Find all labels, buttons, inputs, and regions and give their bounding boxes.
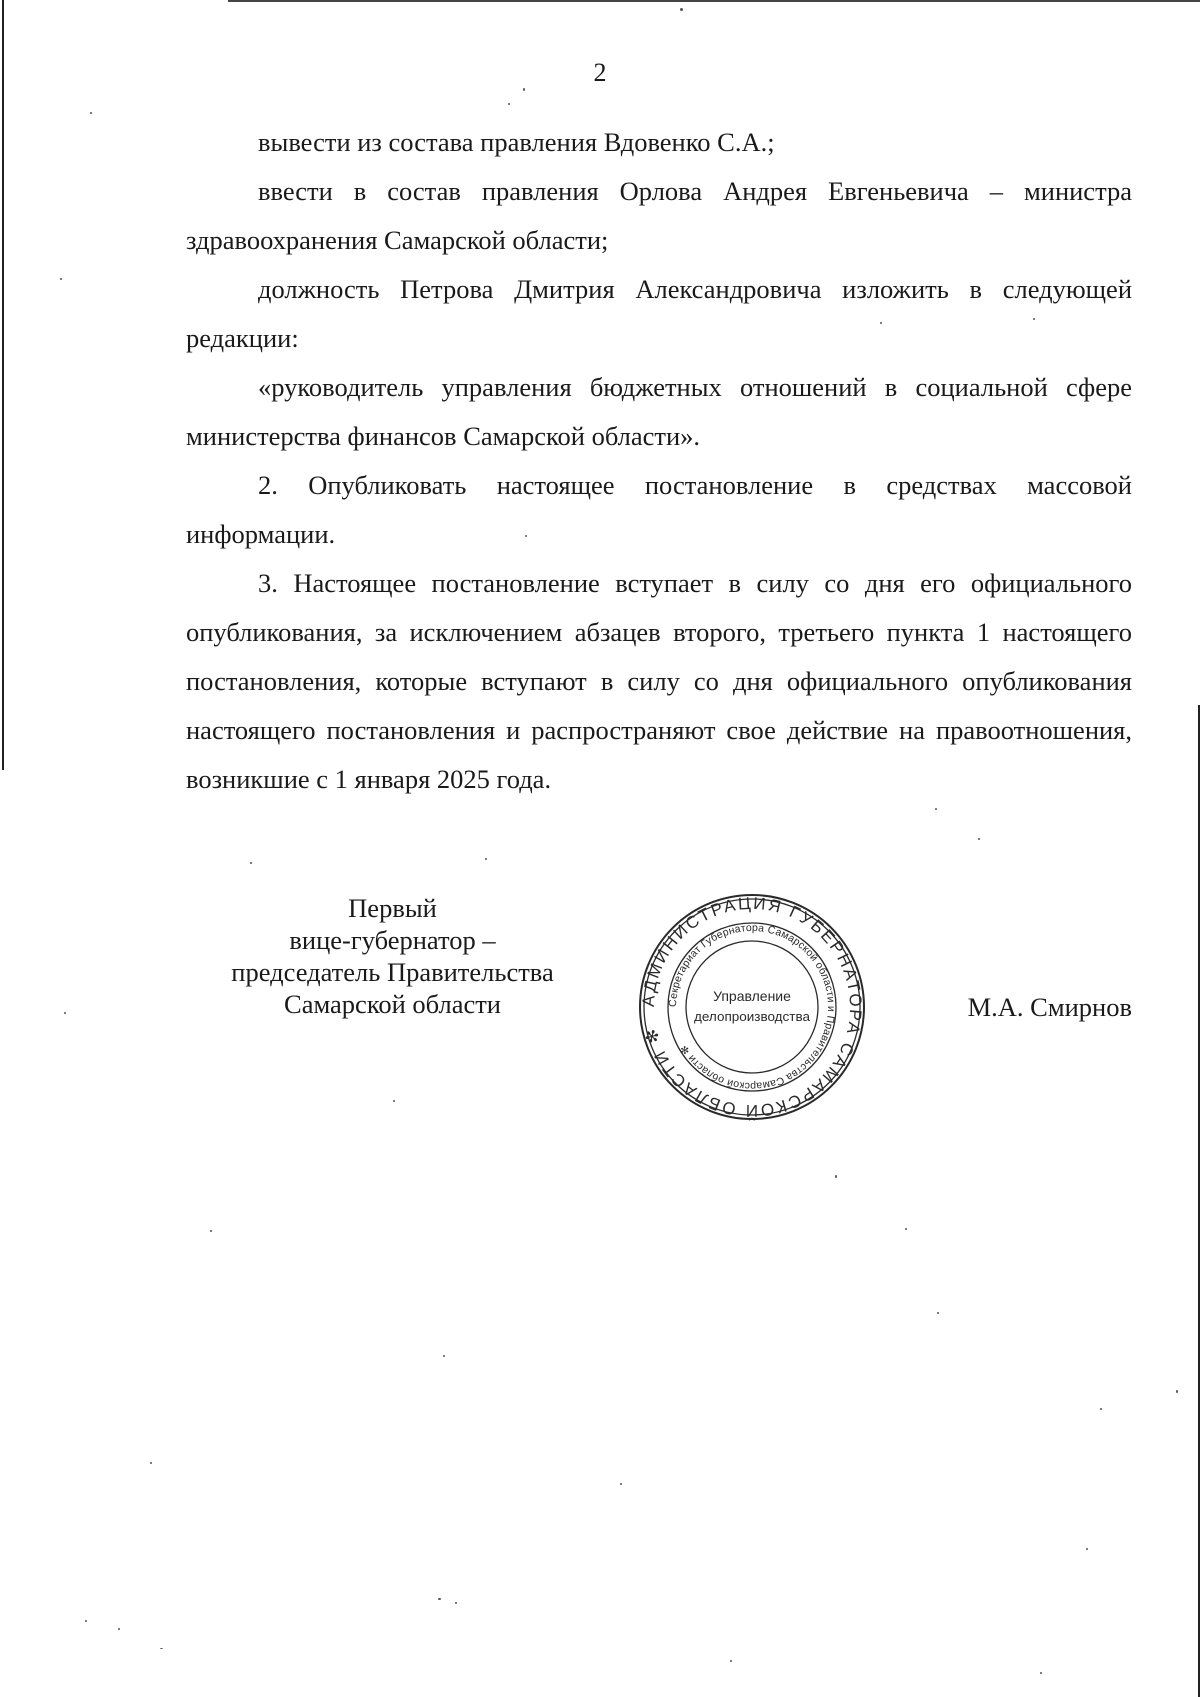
signatory-name: М.А. Смирнов	[967, 992, 1132, 1022]
scan-speck	[118, 1628, 120, 1630]
scan-speck	[680, 8, 683, 11]
scan-speck	[880, 322, 882, 324]
scan-speck	[250, 862, 252, 864]
scan-speck	[525, 535, 527, 537]
signatory-title-line: Первый	[348, 893, 437, 923]
scan-edge-top	[228, 0, 1200, 2]
scan-speck	[523, 88, 525, 91]
signatory-title-line: вице-губернатор –	[289, 925, 496, 955]
scan-speck	[905, 1228, 907, 1230]
seal-inner-text: Секретариат Губернатора Самарской области и Правительства Самарской области ✻	[666, 921, 838, 1093]
paragraph-item-3: 3. Настоящее постановление вступает в силу со дня его официального опубликования, за исключением абзацев второго, третьего пункта 1 настоящего постановления, которые вступают в силу со дня официального опубликования настоящего постановления и распространяют свое действие на правоотношения, возникшие с 1 января 2025 года.	[186, 568, 1132, 794]
paragraph-item-2: 2. Опубликовать настоящее постановление в средствах массовой информации.	[186, 470, 1132, 549]
scan-speck	[1086, 1548, 1088, 1550]
paragraph-add-member: ввести в состав правления Орлова Андрея Евгеньевича – министра здравоохранения Самарской области;	[186, 176, 1132, 255]
scan-edge-left	[2, 0, 4, 770]
seal-center-line-1: Управление	[713, 988, 791, 1004]
scan-speck	[1033, 318, 1035, 320]
scan-speck	[620, 1483, 622, 1485]
document-body	[186, 118, 1132, 804]
signatory-title-line: председатель Правительства	[231, 957, 554, 987]
scan-speck	[937, 1312, 939, 1314]
scan-speck	[1040, 1672, 1042, 1674]
svg-text:Секретариат Губернатора Самарс	[667, 922, 837, 1092]
official-seal-stamp	[637, 892, 867, 1122]
scan-speck	[160, 1648, 163, 1649]
paragraph-position-quote: «руководитель управления бюджетных отношений в социальной сфере министерства финансов Самарской области».	[186, 372, 1132, 451]
scan-speck	[210, 1230, 212, 1232]
paragraph-remove-member: вывести из состава правления Вдовенко С.А.;	[258, 127, 775, 157]
scan-speck	[485, 858, 487, 860]
scan-speck	[443, 1355, 445, 1357]
scan-speck	[1100, 1408, 1102, 1410]
scan-speck	[508, 103, 510, 105]
seal-center-line-2: делопроизводства	[694, 1009, 811, 1024]
paragraph-position-change: должность Петрова Дмитрия Александровича изложить в следующей редакции:	[186, 274, 1132, 353]
scan-speck	[60, 278, 62, 280]
scan-speck	[978, 838, 980, 840]
scan-speck	[835, 1175, 837, 1178]
scan-speck	[150, 1462, 152, 1464]
signatory-title-line: Самарской области	[284, 989, 501, 1019]
page-number: 2	[593, 58, 607, 87]
scan-speck	[85, 1620, 87, 1622]
scan-speck	[438, 1598, 441, 1600]
scan-speck	[935, 808, 937, 810]
seal-outer-text: АДМИНИСТРАЦИЯ ГУБЕРНАТОРА САМАРСКОЙ ОБЛАСТИ ✻	[638, 893, 866, 1121]
scan-speck	[1176, 1390, 1178, 1393]
signatory-title	[190, 892, 595, 1020]
scan-speck	[730, 1660, 732, 1662]
scan-speck	[393, 1100, 395, 1102]
scan-speck	[455, 1602, 457, 1604]
scan-speck	[64, 1012, 66, 1014]
scan-speck	[90, 112, 92, 114]
